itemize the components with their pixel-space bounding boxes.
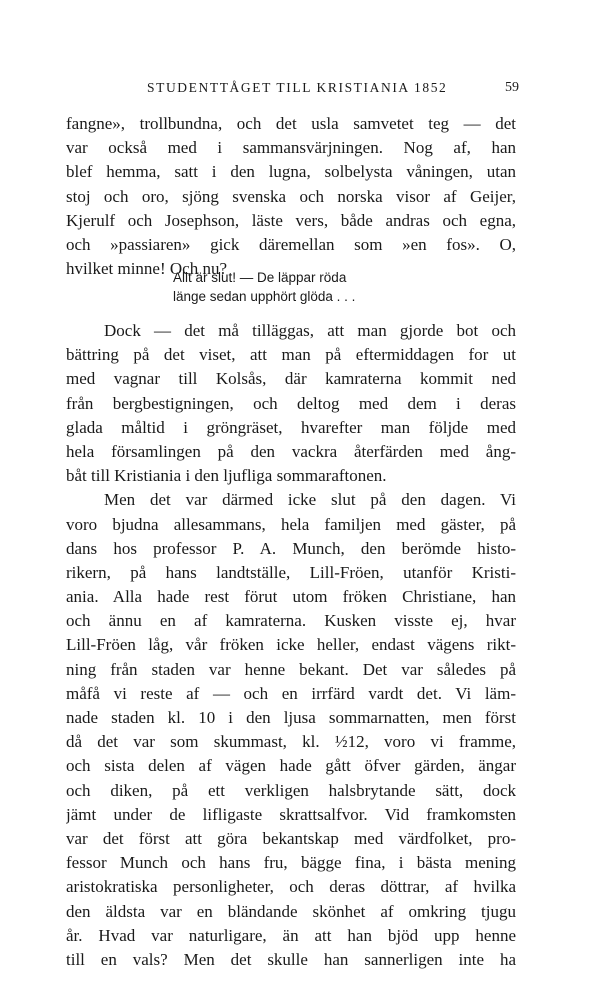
text-line: den äldsta var en bländande skönhet af omkring tjugu [66,901,516,921]
text-line: stoj och oro, sjöng svenska och norska visor af Geijer, [66,186,516,206]
paragraph-1 [66,112,516,281]
text-line: nade staden kl. 10 i den ljusa sommarnatten, men först [66,708,516,727]
verse-quote [173,268,473,306]
text-line: och »passiaren» gick däremellan som »en fos». O, [66,234,516,254]
text-line: från bergbestigningen, och deltog med dem i deras [66,393,516,413]
text-line: båt till Kristiania i den ljufliga sommaraftonen. [66,466,387,486]
paragraph-2-3 [66,319,516,972]
text-line: Kjerulf och Josephson, läste vers, både andras och egna, [66,210,516,230]
text-line: hvilket minne! Och nu? [66,259,227,279]
text-line: dans hos professor P. A. Munch, den berömde histo- [66,538,516,558]
text-line: och sista delen af vägen hade gått öfver gärden, ängar [66,756,516,776]
text-line: Lill-Fröen låg, vår fröken icke heller, endast vägens rikt- [66,635,516,655]
text-line: ania. Alla hade rest förut utom fröken Christiane, han [66,587,516,607]
text-line: voro bjudna allesammans, hela familjen med gäster, på [66,514,516,534]
text-line: var också med i sammansvärjningen. Nog af, han [66,138,516,158]
text-line: måfå vi reste af — och en irrfärd vardt det. Vi läm- [66,683,516,703]
text-line: fessor Munch och hans fru, bägge fina, i bästa mening [66,853,516,873]
running-title: STUDENTTÅGET TILL KRISTIANIA 1852 [147,80,448,95]
text-line: rikern, på hans landtställe, Lill-Fröen, utanför Kristi- [66,562,516,582]
text-line: och ännu en af kamraterna. Kusken visste ej, hvar [66,611,516,631]
verse-line: Allt är slut! — De läppar röda [173,270,347,285]
page-number: 59 [505,80,519,95]
text-line: hela församlingen på den vackra återfärden med ång- [66,441,516,461]
text-line: blef hemma, satt i den lugna, solbelysta våningen, utan [66,162,516,182]
text-line: var det först att göra bekantskap med värdfolket, pro- [66,828,516,848]
text-line: till en vals? Men det skulle han sannerligen inte ha [66,949,516,969]
text-line: och diken, på ett verkligen halsbrytande sätt, dock [66,780,516,800]
text-line: fangne», trollbundna, och det usla samvetet teg — det [66,114,516,133]
text-line: bättring på det viset, att man på eftermiddagen for ut [66,345,516,365]
text-line: år. Hvad var naturligare, än att han bjöd upp henne [66,925,516,945]
text-line: aristokratiska personligheter, och deras döttrar, af hvilka [66,877,516,897]
text-line: jämt under de lifligaste skrattsalfvor. Vid framkomsten [66,804,516,824]
text-line: Men det var därmed icke slut på den dagen. Vi [104,490,516,510]
text-line: Dock — det må tilläggas, att man gjorde bot och [104,321,516,340]
text-line: glada måltid i gröngräset, hvarefter man följde med [66,417,516,437]
text-line: med vagnar till Kolsås, där kamraterna kommit ned [66,369,516,389]
verse-line: länge sedan upphört glöda . . . [173,289,356,304]
text-line: då det var som skummast, kl. ½12, voro vi framme, [66,732,516,752]
text-line: ning från staden var henne bekant. Det var således på [66,659,516,679]
